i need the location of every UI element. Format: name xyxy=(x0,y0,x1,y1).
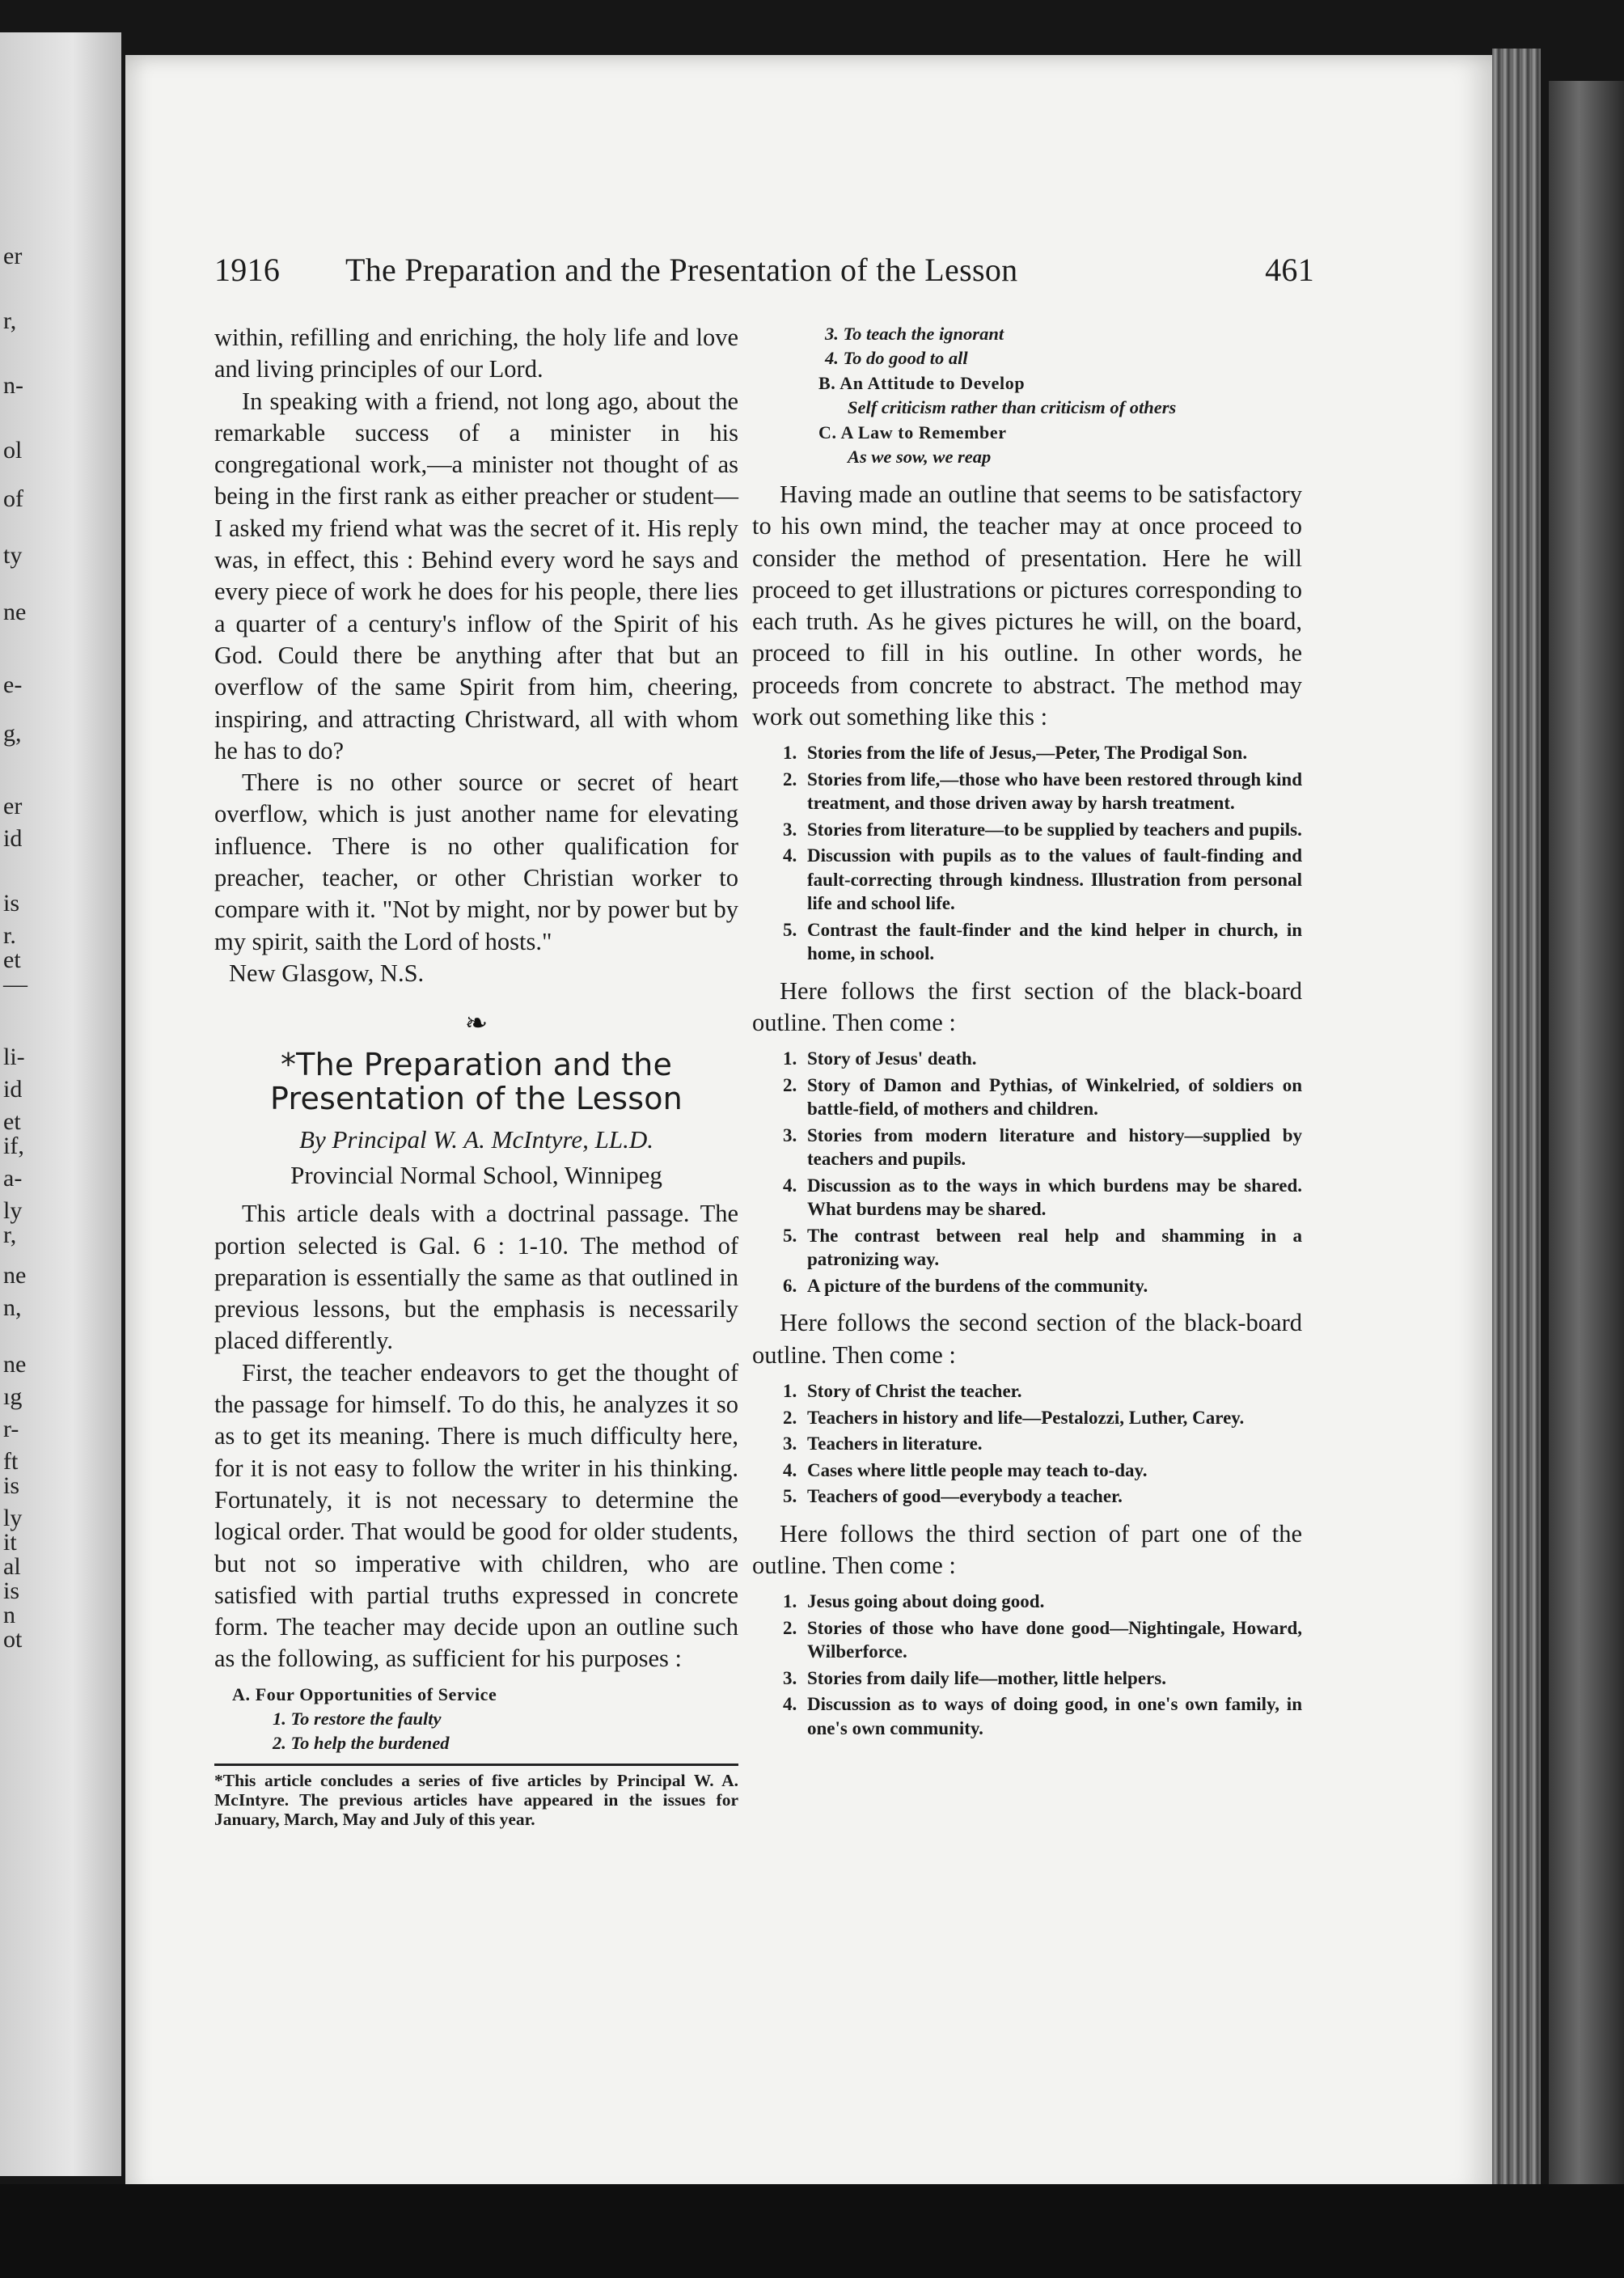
list-number: 5. xyxy=(783,919,797,940)
page-number: 461 xyxy=(1265,252,1314,288)
numbered-list xyxy=(752,1379,1302,1509)
list-text: Stories from life,—those who have been restored through kind treatment, and those driven away by harsh treatment. xyxy=(807,769,1302,814)
list-number: 3. xyxy=(783,1667,797,1688)
list-text: Jesus going about doing good. xyxy=(807,1591,1045,1612)
list-item xyxy=(752,1666,1302,1691)
list-number: 3. xyxy=(783,819,797,840)
list-number: 1. xyxy=(783,1381,797,1402)
facing-page-text-fragment: ne xyxy=(3,599,27,625)
paragraph: This article deals with a doctrinal passage. The portion selected is Gal. 6 : 1-10. The method of preparation is essentially the same as that outlined in previous lessons, but the emphasis is necessarily placed differently. xyxy=(214,1200,738,1355)
list-text: Teachers in literature. xyxy=(807,1433,983,1454)
outline-heading: C. A Law to Remember xyxy=(818,422,1007,442)
facing-page-text-fragment: r, xyxy=(3,307,17,334)
facing-page-text-fragment: e- xyxy=(3,671,23,698)
footnote-rule xyxy=(214,1764,738,1766)
outline-section-c xyxy=(752,420,1302,469)
facing-page-text-fragment: r, xyxy=(3,1222,17,1248)
facing-page-text-fragment: et xyxy=(3,946,21,973)
list-item xyxy=(752,1073,1302,1121)
list-number: 4. xyxy=(783,845,797,866)
list-number: 5. xyxy=(783,1225,797,1246)
list-number: 5. xyxy=(783,1486,797,1507)
facing-page-text-fragment: of xyxy=(3,485,23,512)
outline-heading: A. Four Opportunities of Service xyxy=(232,1683,497,1704)
paragraph: within, refilling and enriching, the holy life and love and living principles of our Lord. xyxy=(214,324,738,383)
list-number: 1. xyxy=(783,1048,797,1069)
facing-page-text-fragment: ne xyxy=(3,1351,27,1378)
list-item xyxy=(752,1692,1302,1740)
facing-page-text-fragment: r. xyxy=(3,922,16,949)
list-number: 4. xyxy=(783,1175,797,1196)
paragraph: Here follows the third section of part one of the outline. Then come : xyxy=(752,1519,1302,1579)
facing-page-fragment xyxy=(0,32,121,2176)
outline-item: 4. To do good to all xyxy=(825,348,968,368)
list-text: Teachers of good—everybody a teacher. xyxy=(807,1486,1123,1507)
list-text: Stories from daily life—mother, little helpers. xyxy=(807,1667,1166,1688)
list-item xyxy=(752,1484,1302,1509)
list-text: Discussion with pupils as to the values of fault-finding and fault-correcting through kindness. Illustration from personal life and school life. xyxy=(807,845,1302,914)
scan-background xyxy=(0,2184,1624,2278)
list-text: Discussion as to ways of doing good, in one's own family, in one's own community. xyxy=(807,1694,1302,1738)
list-text: Discussion as to the ways in which burdens may be shared. What burdens may be shared. xyxy=(807,1175,1302,1220)
facing-page-text-fragment: et xyxy=(3,1108,21,1135)
header-year: 1916 xyxy=(214,252,281,288)
list-number: 2. xyxy=(783,1074,797,1095)
list-number: 4. xyxy=(783,1694,797,1715)
list-text: A picture of the burdens of the community. xyxy=(807,1275,1148,1296)
list-number: 2. xyxy=(783,769,797,790)
facing-page-text-fragment: g, xyxy=(3,720,22,747)
list-number: 1. xyxy=(783,1591,797,1612)
facing-page-text-fragment: is xyxy=(3,1577,20,1604)
list-item xyxy=(752,1124,1302,1171)
list-item xyxy=(752,1224,1302,1272)
facing-page-text-fragment: if, xyxy=(3,1133,24,1159)
list-number: 2. xyxy=(783,1617,797,1638)
facing-page-text-fragment: ly xyxy=(3,1197,23,1224)
facing-page-text-fragment: ot xyxy=(3,1626,23,1653)
facing-page-text-fragment: n, xyxy=(3,1294,22,1321)
facing-page-text-fragment: li- xyxy=(3,1044,25,1070)
list-number: 6. xyxy=(783,1275,797,1296)
facing-page-text-fragment: n- xyxy=(3,372,23,399)
article-title: *The Preparation and the Presentation of the Lesson xyxy=(270,1047,683,1117)
outline-section-a-continued xyxy=(752,322,1302,370)
list-item xyxy=(752,818,1302,842)
facing-page-text-fragment: ne xyxy=(3,1262,27,1289)
outline-item: 2. To help the burdened xyxy=(273,1732,450,1753)
facing-page-text-fragment: ol xyxy=(3,437,23,464)
list-number: 3. xyxy=(783,1433,797,1454)
list-text: Stories of those who have done good—Nightingale, Howard, Wilberforce. xyxy=(807,1617,1302,1662)
list-text: Contrast the fault-finder and the kind helper in church, in home, in school. xyxy=(807,919,1302,964)
list-text: Teachers in history and life—Pestalozzi, Luther, Carey. xyxy=(807,1407,1245,1428)
facing-page-text-fragment: r- xyxy=(3,1416,19,1442)
outline-item: 3. To teach the ignorant xyxy=(825,324,1004,344)
list-item xyxy=(752,1616,1302,1664)
list-item xyxy=(752,1590,1302,1614)
facing-page-text-fragment: is xyxy=(3,1472,20,1499)
numbered-list xyxy=(752,1047,1302,1298)
facing-page-text-fragment: al xyxy=(3,1553,21,1580)
list-text: Stories from literature—to be supplied by teachers and pupils. xyxy=(807,819,1302,840)
signoff-location: New Glasgow, N.S. xyxy=(229,959,425,987)
list-number: 3. xyxy=(783,1124,797,1145)
outline-section-a xyxy=(214,1682,738,1755)
facing-page-text-fragment: ty xyxy=(3,542,23,569)
list-text: Stories from modern literature and history—supplied by teachers and pupils. xyxy=(807,1124,1302,1170)
outline-item: Self criticism rather than criticism of others xyxy=(848,397,1177,417)
facing-page-text-fragment: er xyxy=(3,793,23,819)
facing-page-text-fragment: er xyxy=(3,243,23,269)
facing-page-text-fragment: id xyxy=(3,825,23,852)
right-column xyxy=(752,322,1302,1750)
list-item xyxy=(752,1274,1302,1298)
list-text: The contrast between real help and shamming in a patronizing way. xyxy=(807,1225,1302,1270)
paragraph: Here follows the second section of the black-board outline. Then come : xyxy=(752,1309,1302,1369)
outline-section-b xyxy=(752,370,1302,420)
header-title: The Preparation and the Presentation of the Lesson xyxy=(345,252,1018,288)
page-edges xyxy=(1492,49,1541,2192)
list-item xyxy=(752,768,1302,815)
list-item xyxy=(752,844,1302,916)
paragraph: Having made an outline that seems to be satisfactory to his own mind, the teacher may at once proceed to consider the method of presentation. Here he will proceed to get illustrations or pictures corresponding to each truth. As he gives pictures he will, on the board, proceed to fill in his outline. In other words, he proceeds from concrete to abstract. The method may work out something like this : xyxy=(752,481,1302,731)
byline: By Principal W. A. McIntyre, LL.D. xyxy=(299,1125,653,1154)
affiliation: Provincial Normal School, Winnipeg xyxy=(290,1161,662,1190)
facing-page-text-fragment: ft xyxy=(3,1448,19,1475)
footnote: *This article concludes a series of five articles by Principal W. A. McIntyre. The previous articles have appeared in the issues for January, March, May and July of this year. xyxy=(214,1770,738,1829)
outline-item: As we sow, we reap xyxy=(848,447,992,467)
facing-page-text-fragment: it xyxy=(3,1529,17,1556)
list-item xyxy=(752,1174,1302,1222)
facing-page-text-fragment: ly xyxy=(3,1505,23,1531)
list-number: 2. xyxy=(783,1407,797,1428)
facing-page-text-fragment: ıg xyxy=(3,1383,23,1410)
facing-page-text-fragment: — xyxy=(3,971,27,997)
list-text: Story of Christ the teacher. xyxy=(807,1381,1022,1402)
list-text: Cases where little people may teach to-day. xyxy=(807,1459,1148,1480)
outline-item: 1. To restore the faulty xyxy=(273,1708,442,1729)
list-item xyxy=(752,1379,1302,1404)
list-item xyxy=(752,918,1302,966)
list-text: Story of Damon and Pythias, of Winkelried, of soldiers on battle-field, of mothers and children. xyxy=(807,1074,1302,1120)
numbered-list xyxy=(752,741,1302,966)
list-number: 1. xyxy=(783,743,797,764)
paragraph: First, the teacher endeavors to get the thought of the passage for himself. To do this, he analyzes it so as to get its meaning. There is much difficulty here, for it is not easy to follow the writer in his thinking. Fortunately, it is not necessary to determine the logical order. That would be good for older students, but not so imperative with children, who are satisfied with partial truths expressed in concrete form. The teacher may decide upon an outline such as the following, as sufficient for his purposes : xyxy=(214,1358,738,1673)
facing-page-text-fragment: is xyxy=(3,890,20,917)
list-number: 4. xyxy=(783,1459,797,1480)
list-text: Story of Jesus' death. xyxy=(807,1048,977,1069)
list-item xyxy=(752,1432,1302,1456)
ornament-fleuron: ❧ xyxy=(464,1009,488,1039)
list-item xyxy=(752,741,1302,765)
list-item xyxy=(752,1047,1302,1071)
facing-page-text-fragment: a- xyxy=(3,1165,23,1192)
list-item xyxy=(752,1406,1302,1430)
facing-page-text-fragment: id xyxy=(3,1076,23,1103)
book-cover-edge xyxy=(1549,81,1624,2200)
outline-heading: B. An Attitude to Develop xyxy=(818,373,1026,393)
facing-page-text-fragment: n xyxy=(3,1602,15,1628)
paragraph: In speaking with a friend, not long ago, about the remarkable success of a minister in his congregational work,—a minister not thought of as being in the first rank as either preacher or student—I asked my friend what was the secret of it. His reply was, in effect, this : Behind every word he says and every piece of work he does for his people, there lies a quarter of a century's inflow of the Spirit of his God. Could there be anything after that but an overflow of the same Spirit from him, cheering, inspiring, and attracting Christward, all with whom he has to do? xyxy=(214,387,738,764)
paragraph: Here follows the first section of the black-board outline. Then come : xyxy=(752,976,1302,1037)
numbered-list xyxy=(752,1590,1302,1740)
left-column xyxy=(214,322,738,1829)
list-item xyxy=(752,1459,1302,1483)
list-text: Stories from the life of Jesus,—Peter, The Prodigal Son. xyxy=(807,743,1248,764)
paragraph: There is no other source or secret of heart overflow, which is just another name for elevating influence. There is no other qualification for preacher, teacher, or other Christian worker to compare with it. "Not by might, nor by power but by my spirit, saith the Lord of hosts." xyxy=(214,769,738,955)
